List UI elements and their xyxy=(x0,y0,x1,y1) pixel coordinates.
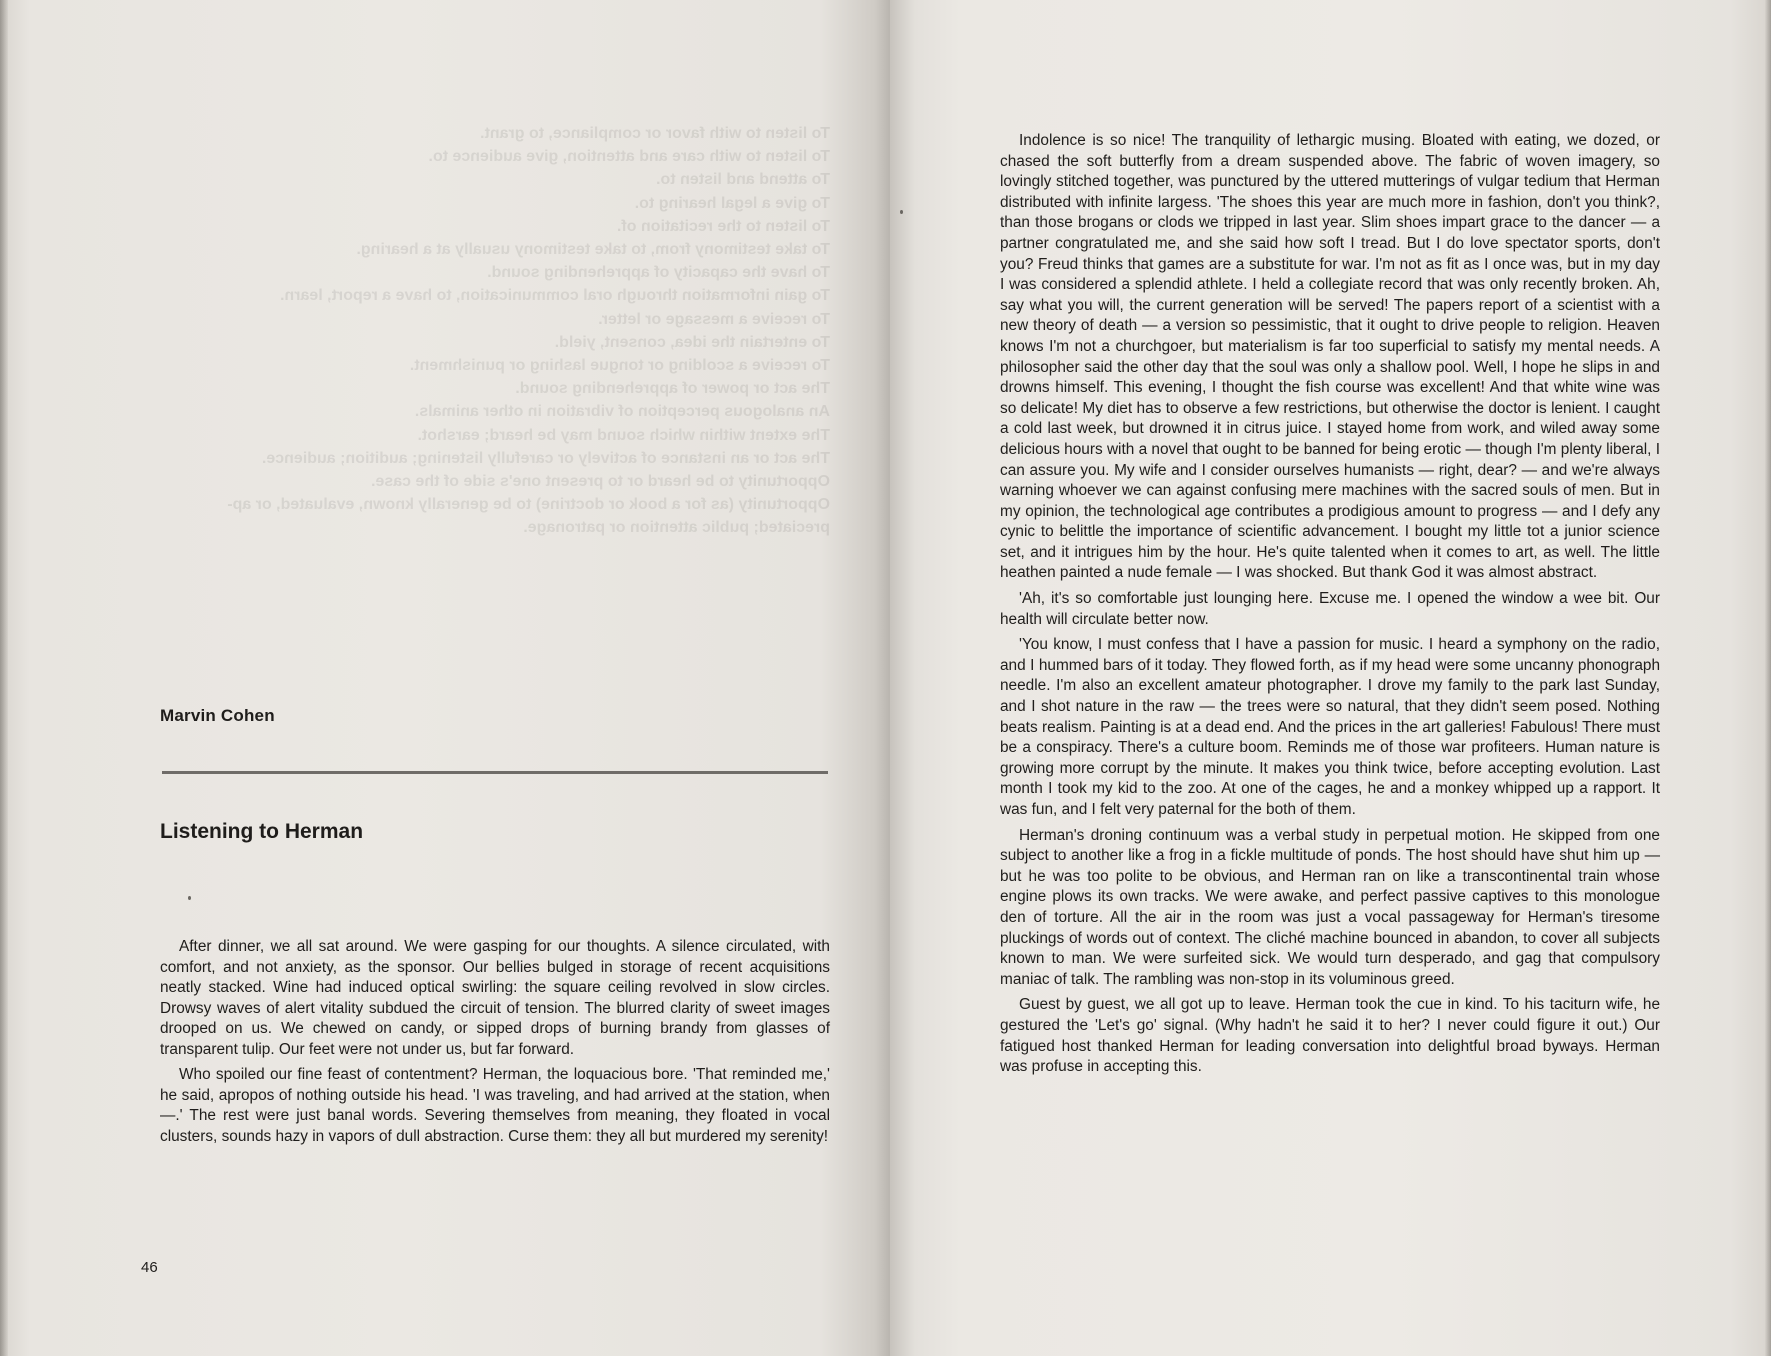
page-edge-left xyxy=(0,0,8,1356)
paragraph: 'Ah, it's so comfortable just lounging here. Excuse me. I opened the window a wee bit. Our health will circulate better now. xyxy=(1000,590,1660,628)
story-title: Listening to Herman xyxy=(160,820,364,843)
paragraph: Indolence is so nice! The tranquility of lethargic musing. Bloated with eating, we dozed, or chased the soft butterfly from a dream suspended above. The fabric of woven imagery, so lovingly stitched together, was punctured by the uttered mutterings of vulgar tedium that Herman distributed with infinite largess. 'The shoes this year are much more in fashion, don't you think?, than those brogans or clods we tripped in last year. Slim shoes impart grace to the dancer — a partner congratulated me, and she said how soft I tread. But I do love spectator sports, don't you? Freud thinks that games are a substitute for war. I'm not as fit as I once was, but in my day I was considered a splendid athlete. I held a collegiate record that was only recently broken. Ah, say what you will, the current generation will be served! The papers report of a scientist with a new theory of death — a version so pessimistic, that it ought to drive people to religion. Heaven knows I'm not a churchgoer, but materialism is far too superficial to satisfy my mental needs. A philosopher said the other day that the soul was only a shallow pool. Well, I hope he slips in and drowns himself. This evening, I thought the fish course was excellent! And that white wine was so delicate! My diet has to observe a few restrictions, but otherwise the doctor is lenient. I caught a cold last week, but drowned it in citrus juice. I stayed home from work, and wiled away some delicious hours with a novel that ought to be banned for being erotic — though I'm plenty liberal, I can assure you. My wife and I consider ourselves humanists — right, dear? — and we're always warning whoever we can against confusing mere machines with the sacred souls of men. But in my opinion, the technological age contributes a prodigious amount to progress — and I defy any cynic to belittle the importance of scientific advancement. I bought my little tot a junior science set, and it intrigues him by the hour. He's quite talented when it comes to art, as well. The little heathen painted a nude female — I was shocked. But thank God it was almost abstract. xyxy=(1000,132,1661,582)
paragraph: Who spoiled our fine feast of contentment? Herman, the loquacious bore. 'That reminded me,' he said, apropos of nothing outside his head. 'I was traveling, and had arrived at the station, when —.' The rest were just banal words. Severing themselves from meaning, they floated in vocal clusters, sounds hazy in vapors of dull abstraction. Curse them: they all but murdered my serenity! xyxy=(160,1066,830,1145)
right-body-text xyxy=(1000,131,1660,1083)
paper-speck xyxy=(900,210,903,214)
page-edge-right xyxy=(1765,0,1771,1356)
paper-speck xyxy=(188,896,191,900)
bleed-through-text: To listen to with favor or compliance, to grant. To listen to with care and attention, give audience to. To attend and listen to. To give a legal hearing to. To listen to the recitation of. To take testimony from, to take testimony usually at a hearing. To have the capacity of apprehending sound. To gain information through oral communication, to have a report, learn. To receive a message or letter. To entertain the idea, consent, yield. To receive a scolding or tongue lashing or punishment. The act or power of apprehending sound. An analogous perception of vibration in other animals. The extent within which sound may be heard; earshot. The act or an instance of actively or carefully listening; audition; audience. Opportunity to be heard or to present one's side of the case. Opportunity (as for a book or doctrine) to be generally known, evaluated, or ap- preciated; public attention or patronage. xyxy=(227,125,830,537)
paragraph: Herman's droning continuum was a verbal study in perpetual motion. He skipped from one subject to another like a frog in a fickle multitude of ponds. The host should have shut him up — but he was too polite to be obvious, and Herman ran on like a transcontinental train whose engine plows its own tracks. We were awake, and perfect passive captives to this monologue den of torture. All the air in the room was just a vocal passageway for Herman's tiresome pluckings of words out of context. The cliché machine bounced in abandon, to cover all subjects known to man. We were surfeited sick. We would turn desperado, and gag that compulsory maniac of talk. The rambling was non-stop in its voluminous greed. xyxy=(1000,826,1660,988)
author-name: Marvin Cohen xyxy=(160,706,275,725)
left-body-text xyxy=(160,937,830,1152)
paragraph: Guest by guest, we all got up to leave. Herman took the cue in kind. To his taciturn wife, he gestured the 'Let's go' signal. (Why hadn't he said it to her? I never could figure it out.) Our fatigued host thanked Herman for leading conversation into delightful broad byways. Herman was profuse in accepting this. xyxy=(1000,996,1660,1076)
page-number: 46 xyxy=(141,1259,158,1276)
paragraph: 'You know, I must confess that I have a passion for music. I heard a symphony on the radio, and I hummed bars of it today. They flowed forth, as if my head were some uncanny phonograph needle. I'm also an excellent amateur photographer. I drove my family to the park last Sunday, and I shot nature in the raw — the trees were so natural, that they didn't seem posed. Nothing beats realism. Painting is at a dead end. And the prices in the art galleries! Fabulous! There must be a conspiracy. There's a culture boom. Reminds me of those war profiteers. Human nature is growing more corrupt by the minute. It makes you think twice, before accepting evolution. Last month I took my kid to the zoo. At one of the cages, he and a monkey whipped up a rapport. It was fun, and I felt very paternal for the both of them. xyxy=(1000,636,1660,818)
horizontal-rule xyxy=(162,771,828,774)
paragraph: After dinner, we all sat around. We were gasping for our thoughts. A silence circulated, with comfort, and not anxiety, as the sponsor. Our bellies bulged in storage of recent acquisitions neatly stacked. Wine had induced optical swirling: the square ceiling revolved in slow circles. Drowsy waves of alert vitality subdued the circuit of tension. The blurred clarity of sweet images drooped on us. We chewed on candy, or sipped drops of burning brandy from glasses of transparent tulip. Our feet were not under us, but far forward. xyxy=(160,938,830,1058)
